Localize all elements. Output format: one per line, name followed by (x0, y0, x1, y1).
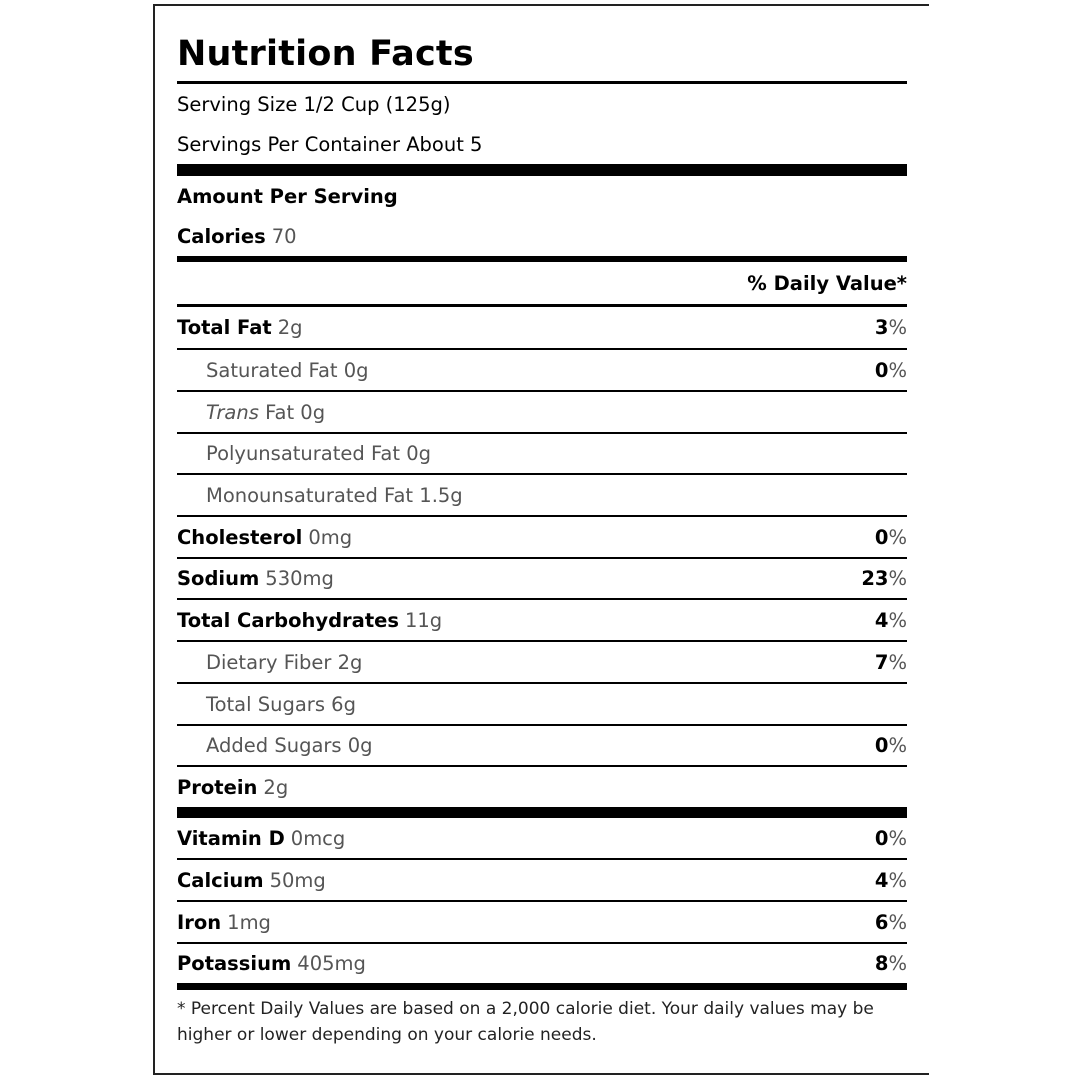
nutrient-label: Added Sugars 0g (206, 734, 373, 757)
vitamin-row-vitamin-d (177, 818, 907, 859)
daily-value-number: 3 (874, 316, 889, 339)
calories-label: Calories (177, 225, 266, 248)
nutrient-amount: 0mg (308, 526, 353, 549)
medium-divider (177, 983, 907, 990)
nutrient-row-total-sugars (177, 684, 907, 725)
vitamin-amount: 405mg (297, 952, 366, 975)
vitamin-label: Calcium (177, 869, 264, 892)
amount-per-serving-row (177, 176, 907, 217)
vitamin-label: Iron (177, 911, 222, 934)
nutrient-label: Protein (177, 776, 258, 799)
percent-sign: % (888, 316, 907, 339)
serving-size: Serving Size 1/2 Cup (125g) (177, 93, 451, 116)
percent-sign: % (888, 911, 907, 934)
nutrient-row-saturated-fat (177, 350, 907, 391)
percent-sign: % (888, 952, 907, 975)
vitamin-amount: 0mcg (290, 827, 346, 850)
medium-divider (177, 256, 907, 262)
nutrient-label: Saturated Fat 0g (206, 359, 369, 382)
nutrient-label: Total Sugars 6g (206, 693, 356, 716)
daily-value-number: 0 (874, 734, 889, 757)
percent-sign: % (888, 359, 907, 382)
vitamin-amount: 1mg (227, 911, 271, 934)
vitamin-amount: 50mg (269, 869, 326, 892)
daily-value-number: 7 (874, 651, 889, 674)
daily-value-header: % Daily Value* (747, 272, 907, 295)
daily-value-number: 6 (874, 911, 889, 934)
nutrient-row-total-fat (177, 307, 907, 348)
nutrient-amount: 2g (277, 316, 303, 339)
servings-per-container-row (177, 124, 907, 165)
thick-divider (177, 807, 907, 818)
percent-sign: % (888, 869, 907, 892)
percent-sign: % (888, 734, 907, 757)
amount-per-serving: Amount Per Serving (177, 185, 398, 208)
nutrient-amount: 11g (404, 609, 443, 632)
nutrient-amount: 530mg (265, 567, 334, 590)
nutrient-label: Sodium (177, 567, 260, 590)
vitamin-row-potassium (177, 943, 907, 984)
nutrient-label: Fat 0g (258, 401, 326, 424)
nutrient-row-polyunsaturated-fat (177, 433, 907, 474)
percent-sign: % (888, 609, 907, 632)
nutrient-row-protein (177, 767, 907, 808)
nutrient-amount: 2g (263, 776, 289, 799)
nutrient-row-monounsaturated-fat (177, 475, 907, 516)
nutrient-label: Total Fat (177, 316, 272, 339)
percent-sign: % (888, 651, 907, 674)
servings-per-container: Servings Per Container About 5 (177, 133, 483, 156)
nutrient-row-dietary-fiber (177, 642, 907, 683)
nutrient-label: Total Carbohydrates (177, 609, 399, 632)
nutrient-label: Dietary Fiber 2g (206, 651, 363, 674)
trans-label: Trans (206, 401, 259, 424)
percent-sign: % (888, 526, 907, 549)
calories-row (177, 216, 907, 257)
daily-value-header-row (177, 263, 907, 304)
nutrient-row-total-carbohydrates (177, 600, 907, 641)
calories-value: 70 (271, 225, 297, 248)
daily-value-number: 8 (874, 952, 889, 975)
vitamin-label: Vitamin D (177, 827, 285, 850)
daily-value-number: 0 (874, 827, 889, 850)
percent-sign: % (888, 827, 907, 850)
nutrient-row-added-sugars (177, 725, 907, 766)
daily-value-number: 23 (861, 567, 889, 590)
label-title: Nutrition Facts (177, 34, 474, 74)
percent-sign: % (888, 567, 907, 590)
daily-value-number: 0 (874, 526, 889, 549)
nutrient-label: Polyunsaturated Fat 0g (206, 442, 431, 465)
daily-value-number: 0 (874, 359, 889, 382)
vitamin-row-iron (177, 902, 907, 943)
daily-value-number: 4 (874, 869, 889, 892)
serving-size-row (177, 84, 907, 125)
nutrition-facts-label (153, 4, 929, 1075)
vitamin-row-calcium (177, 860, 907, 901)
thick-divider (177, 164, 907, 176)
nutrient-row-cholesterol (177, 517, 907, 558)
nutrient-label: Cholesterol (177, 526, 303, 549)
vitamin-label: Potassium (177, 952, 292, 975)
nutrient-row-sodium (177, 558, 907, 599)
footnote: * Percent Daily Values are based on a 2,000 calorie diet. Your daily values may be higher or lower depending on your calorie needs. (177, 999, 874, 1045)
nutrient-label: Monounsaturated Fat 1.5g (206, 484, 463, 507)
nutrient-row-trans-fat (177, 392, 907, 433)
daily-value-number: 4 (874, 609, 889, 632)
